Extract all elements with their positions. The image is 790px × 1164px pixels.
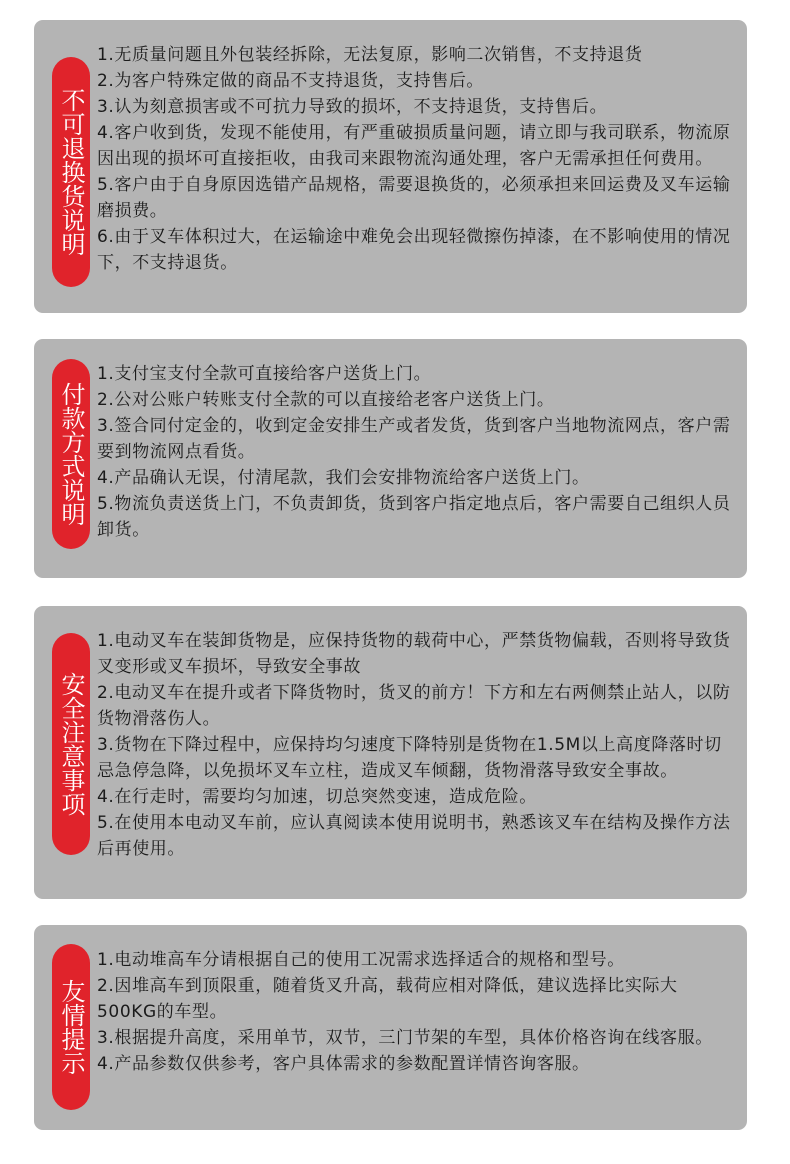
list-item: 5.在使用本电动叉车前，应认真阅读本使用说明书，熟悉该叉车在结构及操作方法后再使用。 [97, 813, 731, 859]
list-item: 4.产品确认无误，付清尾款，我们会安排物流给客户送货上门。 [97, 468, 590, 488]
section-title: 不可退换货说明 [57, 88, 85, 256]
list-item: 1.电动叉车在装卸货物是，应保持货物的载荷中心，严禁货物偏载，否则将导致货叉变形或叉车损坏，导致安全事故 [97, 631, 731, 677]
section-badge [52, 359, 90, 549]
rules-list [97, 947, 737, 1077]
section-badge [52, 57, 90, 287]
list-item: 6.由于叉车体积过大，在运输途中难免会出现轻微擦伤掉漆，在不影响使用的情况下，不支持退货。 [97, 227, 731, 273]
list-item: 5.客户由于自身原因选错产品规格，需要退换货的，必须承担来回运费及叉车运输磨损费。 [97, 175, 731, 221]
rules-list [97, 42, 737, 276]
section-badge [52, 633, 90, 855]
list-item: 2.电动叉车在提升或者下降货物时，货叉的前方！下方和左右两侧禁止站人，以防货物滑落伤人。 [97, 683, 731, 729]
list-item: 4.客户收到货，发现不能使用，有严重破损质量问题，请立即与我司联系，物流原因出现的损坏可直接拒收，由我司来跟物流沟通处理，客户无需承担任何费用。 [97, 123, 731, 169]
section-title: 付款方式说明 [57, 382, 85, 526]
list-item: 3.签合同付定金的，收到定金安排生产或者发货，货到客户当地物流网点，客户需要到物流网点看货。 [97, 416, 731, 462]
section-card-safety [34, 606, 747, 899]
section-card-payment [34, 339, 747, 578]
list-item: 2.因堆高车到顶限重，随着货叉升高，载荷应相对降低，建议选择比实际大500KG的车型。 [97, 976, 678, 1022]
list-item: 2.公对公账户转账支付全款的可以直接给老客户送货上门。 [97, 390, 555, 410]
section-card-no-return [34, 20, 747, 313]
list-item: 3.根据提升高度，采用单节，双节，三门节架的车型，具体价格咨询在线客服。 [97, 1028, 713, 1048]
section-title: 安全注意事项 [57, 672, 85, 816]
list-item: 5.物流负责送货上门，不负责卸货，货到客户指定地点后，客户需要自己组织人员卸货。 [97, 494, 731, 540]
section-card-tips [34, 925, 747, 1130]
rules-list [97, 628, 737, 862]
list-item: 2.为客户特殊定做的商品不支持退货，支持售后。 [97, 71, 485, 91]
list-item: 1.无质量问题且外包装经拆除，无法复原，影响二次销售，不支持退货 [97, 45, 643, 65]
list-item: 1.电动堆高车分请根据自己的使用工况需求选择适合的规格和型号。 [97, 950, 625, 970]
list-item: 1.支付宝支付全款可直接给客户送货上门。 [97, 364, 432, 384]
section-badge [52, 944, 90, 1110]
list-item: 4.产品参数仅供参考，客户具体需求的参数配置详情咨询客服。 [97, 1054, 590, 1074]
list-item: 3.货物在下降过程中，应保持均匀速度下降特别是货物在1.5M以上高度降落时切忌急停急降，以免损坏叉车立柱，造成叉车倾翻，货物滑落导致安全事故。 [97, 735, 722, 781]
section-title: 友情提示 [57, 979, 85, 1075]
rules-list [97, 361, 737, 543]
list-item: 3.认为刻意损害或不可抗力导致的损坏，不支持退货，支持售后。 [97, 97, 608, 117]
list-item: 4.在行走时，需要均匀加速，切总突然变速，造成危险。 [97, 787, 537, 807]
